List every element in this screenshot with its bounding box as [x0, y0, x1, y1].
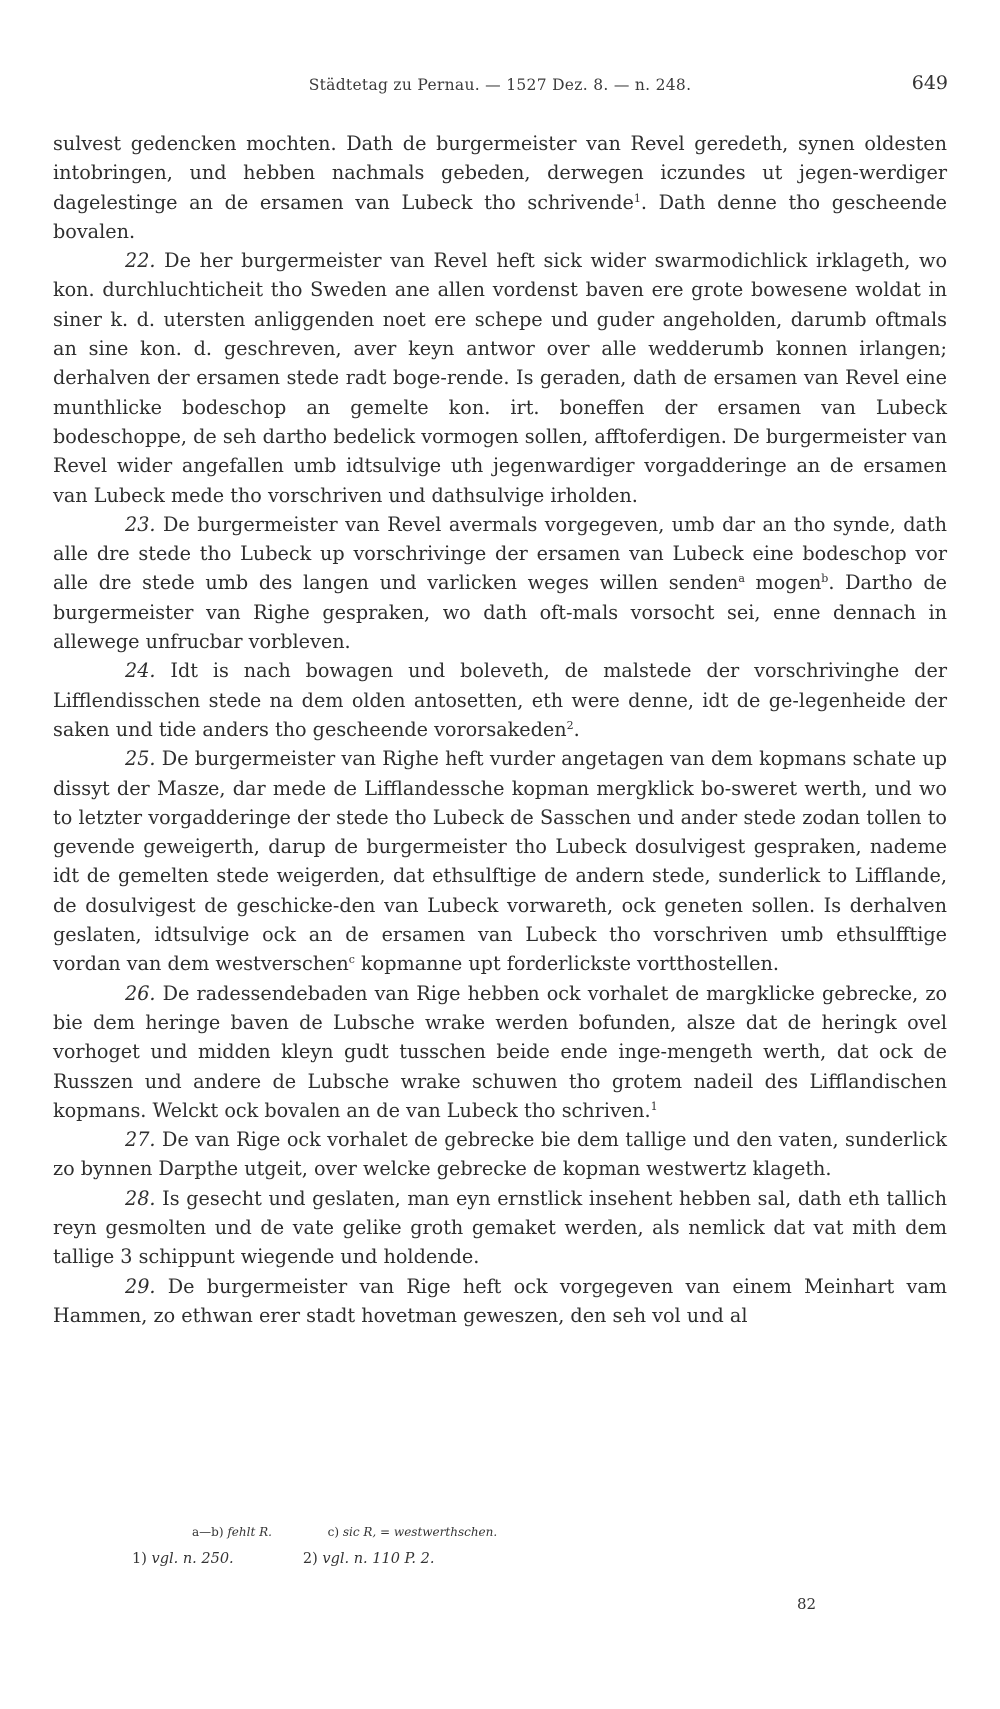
signature-mark: 82	[797, 1595, 817, 1613]
paragraph	[53, 656, 947, 744]
paragraph	[53, 1184, 947, 1272]
paragraph	[53, 1272, 947, 1331]
section-number: 26.	[125, 981, 156, 1005]
paragraph-text: De van Rige ock vorhalet de gebrecke bie dem tallige und den vaten, sunderlick zo bynnen Darpthe utgeit, over welcke gebrecke de kopman westwertz klageth.	[53, 1128, 947, 1181]
section-number: 27.	[125, 1128, 156, 1152]
variant-ref-ab: a—b)	[192, 1525, 224, 1539]
paragraph-text: sulvest gedencken mochten. Dath de burgermeister van Revel geredeth, synen oldesten intobringen, und hebben nachmals gebeden, derwegen iczundes ut jegen-werdiger dagelestinge an de ersamen van Lubeck tho schrivende	[53, 132, 947, 214]
paragraph	[53, 744, 947, 978]
paragraph-text-tail: . Dartho de burgermeister van Righe gespraken, wo dath oft-mals vorsocht sei, enne dennach in allewege unfrucbar vorbleven.	[53, 571, 947, 654]
paragraph	[53, 1125, 947, 1184]
paragraph-text: De burgermeister van Righe heft vurder angetagen van dem kopmans schate up dissyt der Masze, dar mede de Lifflandessche kopman mergklick bo-sweret werth, und wo to letzter vorgadderinge der stede tho Lubeck de Sasschen und ander stede zodan tollen to gevende geweigerth, darup de burgermeister tho Lubeck dosulvigest gespraken, nademe idt de gemelten stede weigerden, dat ethsulftige de andern stede, sunderlick to Lifflande, de dosulvigest de geschicke-den van Lubeck vorwareth, ock geneten sollen. Is derhalven geslaten, idtsulvige ock an de ersamen van Lubeck tho vorschriven umb ethsulfftige vordan van dem westverschen	[53, 747, 947, 976]
variant-notes	[192, 1525, 692, 1539]
paragraph-text: Is gesecht und geslaten, man eyn ernstlick insehent hebben sal, dath eth tallich reyn gesmolten und de vate gelike groth gemaket werden, als nemlick dat vat mith dem tallige 3 schippunt wiegende und holdende.	[53, 1186, 947, 1269]
footnote-text-2: vgl. n. 110 P. 2.	[322, 1551, 435, 1567]
paragraph-text: De burgermeister van Rige heft ock vorgegeven van einem Meinhart vam Hammen, zo ethwan erer stadt hovetman geweszen, den seh vol und al	[53, 1274, 947, 1327]
note-marker: c	[348, 953, 355, 967]
paragraph-text: Idt is nach bowagen und boleveth, de malstede der vorschrivinghe der Lifflendisschen stede na dem olden antosetten, eth were denne, idt de ge-legenheide der saken und tide anders tho gescheende vororsakeden	[53, 659, 947, 741]
paragraph-text: De burgermeister van Revel avermals vorgegeven, umb dar an tho synde, dath alle dre stede tho Lubeck up vorschrivinge der ersamen van Lubeck eine bodeschop vor alle dre stede umb des langen und varlicken weges willen senden	[53, 512, 947, 595]
note-marker: a	[738, 572, 745, 586]
paragraph-text-tail: kopmanne upt forderlickste vortthostellen.	[354, 952, 779, 976]
paragraph	[53, 129, 947, 246]
paragraph-text: De radessendebaden van Rige hebben ock vorhalet de margklicke gebrecke, zo bie dem heringe baven de Lubsche wrake werden bofunden, alsze dat de heringk ovel vorhoget und midden kleyn gudt tusschen beide ende inge-mengeth werth, dat ock de Russzen und andere de Lubsche wrake schuwen tho grotem nadeil des Lifflandischen kopmans. Welckt ock bovalen an de van Lubeck tho schriven.	[53, 981, 947, 1122]
note-marker: 1	[650, 1099, 658, 1113]
page-header	[0, 72, 1000, 102]
paragraph	[53, 979, 947, 1125]
running-title: Städtetag zu Pernau. — 1527 Dez. 8. — n. 248.	[308, 76, 692, 94]
variant-text-ab: fehlt R.	[227, 1525, 272, 1539]
footnote-text-1: vgl. n. 250.	[151, 1551, 234, 1567]
paragraph	[53, 510, 947, 656]
footnotes	[132, 1551, 434, 1567]
paragraph-text-tail: mogen	[744, 571, 822, 595]
note-marker: b	[821, 572, 829, 586]
note-marker: 2	[566, 718, 574, 732]
variant-text-c: sic R, = westwerthschen.	[342, 1525, 498, 1539]
section-number: 25.	[125, 747, 156, 771]
paragraph	[53, 246, 947, 510]
section-number: 28.	[125, 1186, 156, 1210]
paragraph-text-tail: . Dath denne tho gescheende bovalen.	[53, 190, 947, 243]
section-number: 29.	[125, 1274, 156, 1298]
footnote-ref-2: 2)	[302, 1551, 318, 1567]
section-number: 23.	[125, 512, 156, 536]
footnote-ref-1: 1)	[132, 1551, 147, 1567]
paragraph-text-tail: .	[573, 717, 580, 741]
section-number: 22.	[125, 249, 156, 273]
note-marker: 1	[633, 191, 641, 205]
page-number: 649	[911, 72, 948, 94]
section-number: 24.	[125, 659, 156, 683]
variant-ref-c: c)	[327, 1525, 340, 1539]
main-text	[53, 129, 947, 1330]
paragraph-text: De her burgermeister van Revel heft sick wider swarmodichlick irklageth, wo kon. durchluchticheit tho Sweden ane allen vordenst baven ere grote bowesene woldat in siner k. d. utersten anliggenden noet ere schepe und guder angeholden, darumb oftmals an sine kon. d. geschreven, aver keyn antwor over alle wedderumb konnen irlangen; derhalven der ersamen stede radt boge-rende. Is geraden, dath de ersamen van Revel eine munthlicke bodeschop an gemelte kon. irt. boneffen der ersamen van Lubeck bodeschoppe, de seh dartho bedelick vormogen sollen, afftoferdigen. De burgermeister van Revel wider angefallen umb idtsulvige uth jegenwardiger vorgadderinge an de ersamen van Lubeck mede tho vorschriven und dathsulvige irholden.	[53, 249, 947, 507]
